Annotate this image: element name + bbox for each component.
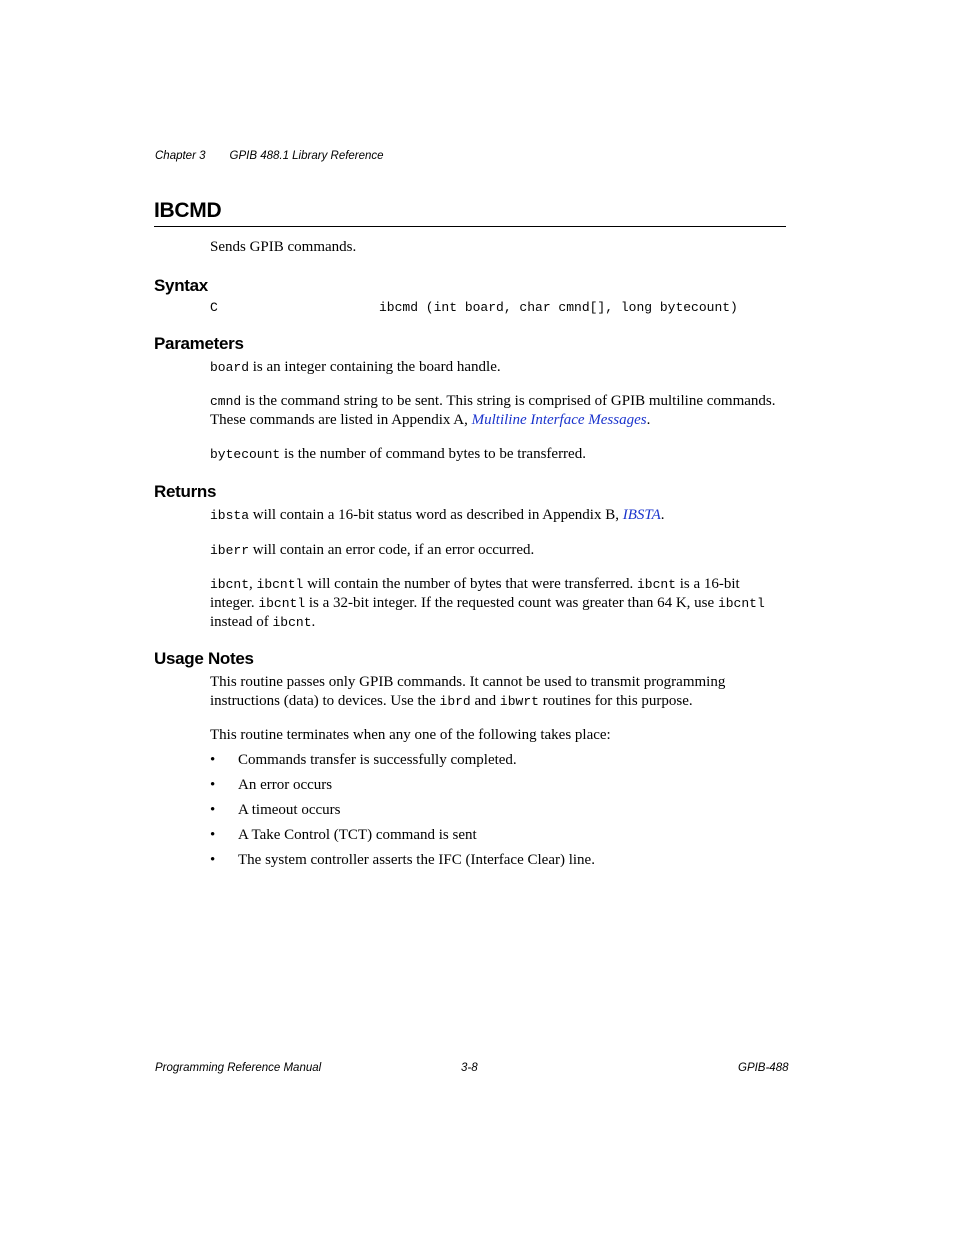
param-cmnd-name: cmnd bbox=[210, 394, 242, 409]
running-header bbox=[155, 150, 384, 162]
header-section: GPIB 488.1 Library Reference bbox=[229, 150, 384, 162]
usage-paragraph-2: This routine terminates when any one of the following takes place: bbox=[210, 727, 611, 743]
return-ibcnt-text3: integer. bbox=[210, 595, 259, 611]
param-bytecount bbox=[210, 445, 790, 464]
bullet-glyph: • bbox=[210, 827, 216, 843]
bullet-glyph: • bbox=[210, 802, 216, 818]
list-item bbox=[210, 826, 477, 845]
list-item bbox=[210, 851, 595, 870]
bullet-glyph: • bbox=[210, 777, 216, 793]
return-ibcnt-text4: is a 32-bit integer. If the requested count was greater than 64 K, use bbox=[305, 595, 718, 611]
page-title: IBCMD bbox=[154, 198, 786, 227]
footer-product: GPIB-488 bbox=[738, 1062, 789, 1074]
usage-ibrd: ibrd bbox=[439, 694, 471, 709]
usage-ibwrt: ibwrt bbox=[499, 694, 539, 709]
function-description: Sends GPIB commands. bbox=[210, 239, 357, 255]
list-item-text: A timeout occurs bbox=[238, 802, 341, 818]
return-ibcnt-text2: is a 16-bit bbox=[675, 576, 740, 592]
return-ibcnt-comma: , bbox=[249, 576, 257, 592]
return-ibcnt-text5: instead of bbox=[210, 614, 273, 630]
list-item bbox=[210, 776, 332, 795]
return-iberr bbox=[210, 541, 790, 560]
param-board bbox=[210, 358, 790, 377]
syntax-heading: Syntax bbox=[154, 276, 208, 295]
param-cmnd-suffix: . bbox=[646, 412, 651, 428]
param-cmnd-text: is the command string to be sent. This string is comprised of GPIB multiline commands. bbox=[241, 393, 776, 409]
bullet-glyph: • bbox=[210, 752, 216, 768]
usage-paragraph-1 bbox=[210, 673, 790, 711]
usage-p1-suffix: routines for this purpose. bbox=[538, 693, 693, 709]
return-ibcnt-text1: will contain the number of bytes that were transferred. bbox=[303, 576, 637, 592]
return-ibsta bbox=[210, 506, 790, 525]
header-chapter: Chapter 3 bbox=[155, 150, 206, 162]
list-item-text: An error occurs bbox=[238, 777, 333, 793]
return-ibsta-text: will contain a 16-bit status word as described in Appendix B, bbox=[249, 507, 623, 523]
footer-page-number: 3-8 bbox=[461, 1062, 478, 1074]
syntax-prototype: ibcmd (int board, char cmnd[], long bytecount) bbox=[379, 300, 738, 315]
return-ibsta-name: ibsta bbox=[210, 508, 250, 523]
multiline-messages-link[interactable]: Multiline Interface Messages bbox=[471, 412, 647, 428]
parameters-heading: Parameters bbox=[154, 334, 244, 353]
return-ibcnt-text6: . bbox=[311, 614, 316, 630]
param-board-name: board bbox=[210, 360, 250, 375]
return-ibcnt-name6: ibcnt bbox=[272, 615, 312, 630]
list-item bbox=[210, 751, 517, 770]
return-ibcntl-name: ibcntl bbox=[256, 577, 304, 592]
return-ibcnt bbox=[210, 575, 790, 632]
param-bytecount-name: bytecount bbox=[210, 447, 281, 462]
usage-p1-line1: This routine passes only GPIB commands. It cannot be used to transmit programming bbox=[210, 674, 726, 690]
list-item-text: A Take Control (TCT) command is sent bbox=[238, 827, 477, 843]
return-ibcnt-name: ibcnt bbox=[210, 577, 250, 592]
list-item-text: Commands transfer is successfully completed. bbox=[238, 752, 517, 768]
returns-heading: Returns bbox=[154, 482, 217, 501]
syntax-language: C bbox=[210, 300, 218, 315]
param-cmnd bbox=[210, 392, 790, 430]
list-item bbox=[210, 801, 340, 820]
return-iberr-name: iberr bbox=[210, 543, 250, 558]
ibsta-link[interactable]: IBSTA bbox=[622, 507, 661, 523]
return-ibsta-suffix: . bbox=[660, 507, 665, 523]
usage-p1-line2: instructions (data) to devices. Use the bbox=[210, 693, 440, 709]
return-ibcnt-name5: ibcntl bbox=[717, 596, 765, 611]
bullet-glyph: • bbox=[210, 852, 216, 868]
return-ibcnt-name3: ibcnt bbox=[636, 577, 676, 592]
param-board-text: is an integer containing the board handle. bbox=[249, 359, 501, 375]
return-ibcnt-name4: ibcntl bbox=[258, 596, 306, 611]
usage-notes-heading: Usage Notes bbox=[154, 649, 254, 668]
list-item-text: The system controller asserts the IFC (Interface Clear) line. bbox=[238, 852, 595, 868]
return-iberr-text: will contain an error code, if an error occurred. bbox=[249, 542, 535, 558]
usage-and: and bbox=[470, 693, 500, 709]
footer-manual-title: Programming Reference Manual bbox=[155, 1062, 322, 1074]
param-bytecount-text: is the number of command bytes to be transferred. bbox=[280, 446, 586, 462]
param-cmnd-text2: These commands are listed in Appendix A, bbox=[210, 412, 472, 428]
